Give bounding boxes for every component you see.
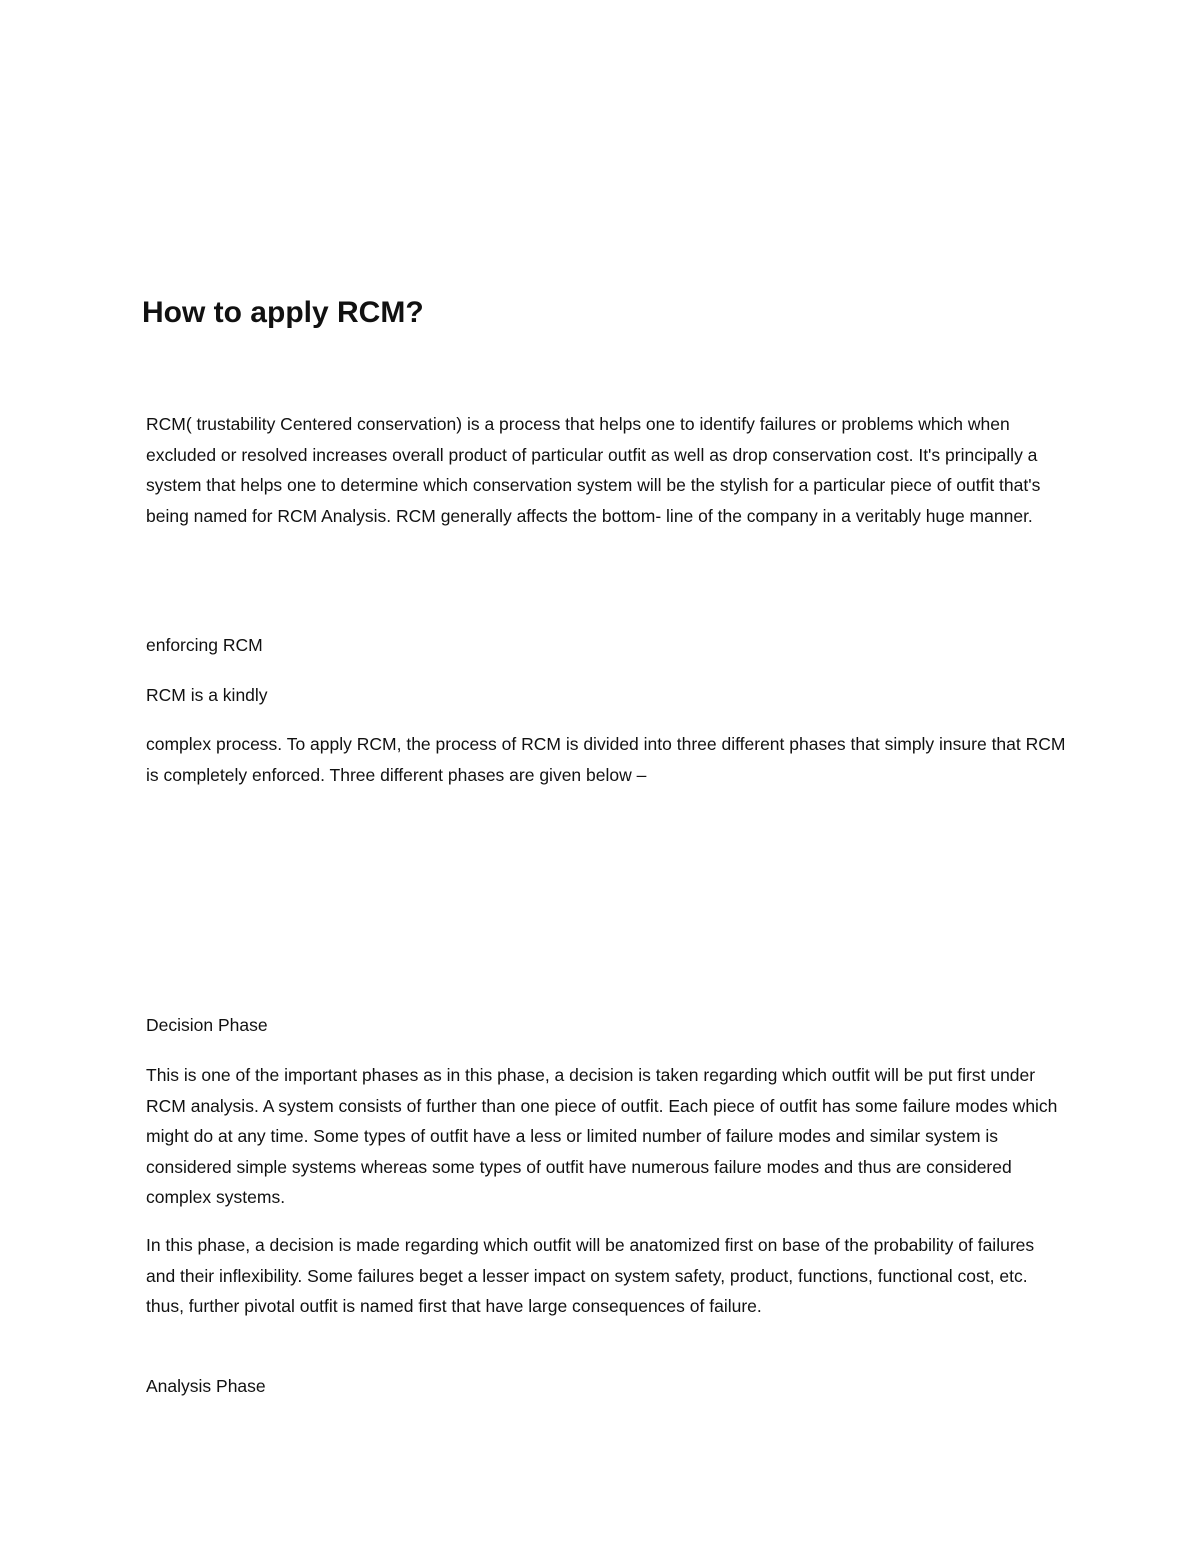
paragraph-decision-analysis: In this phase, a decision is made regarding which outfit will be anatomized first on base of the probability of failures and their inflexibility. Some failures beget a lesser impact on system safety, product, functions, functional cost, etc. thus, further pivotal outfit is named first that have large consequences of failure.	[146, 1235, 1035, 1316]
paragraph-kindly: RCM is a kindly	[146, 685, 268, 705]
section-label-decision-phase: Decision Phase	[146, 1015, 268, 1035]
document-heading: How to apply RCM?	[142, 296, 424, 329]
paragraph-complex-process: complex process. To apply RCM, the process of RCM is divided into three different phases that simply insure that RCM is completely enforced. Three different phases are given below –	[146, 734, 1066, 785]
section-label-enforcing: enforcing RCM	[146, 635, 263, 655]
paragraph-decision-phase: This is one of the important phases as in this phase, a decision is taken regarding which outfit will be put first under RCM analysis. A system consists of further than one piece of outfit. Each piece of outfit has some failure modes which might do at any time. Some types of outfit have a less or limited number of failure modes and similar system is considered simple systems whereas some types of outfit have numerous failure modes and thus are considered complex systems.	[146, 1065, 1058, 1207]
intro-paragraph: RCM( trustability Centered conservation) is a process that helps one to identify failures or problems which when excluded or resolved increases overall product of particular outfit as well as drop conservation cost. It's principally a system that helps one to determine which conservation system will be the stylish for a particular piece of outfit that's being named for RCM Analysis. RCM generally affects the bottom- line of the company in a veritably huge manner.	[146, 414, 1041, 526]
section-label-analysis-phase: Analysis Phase	[146, 1376, 266, 1396]
